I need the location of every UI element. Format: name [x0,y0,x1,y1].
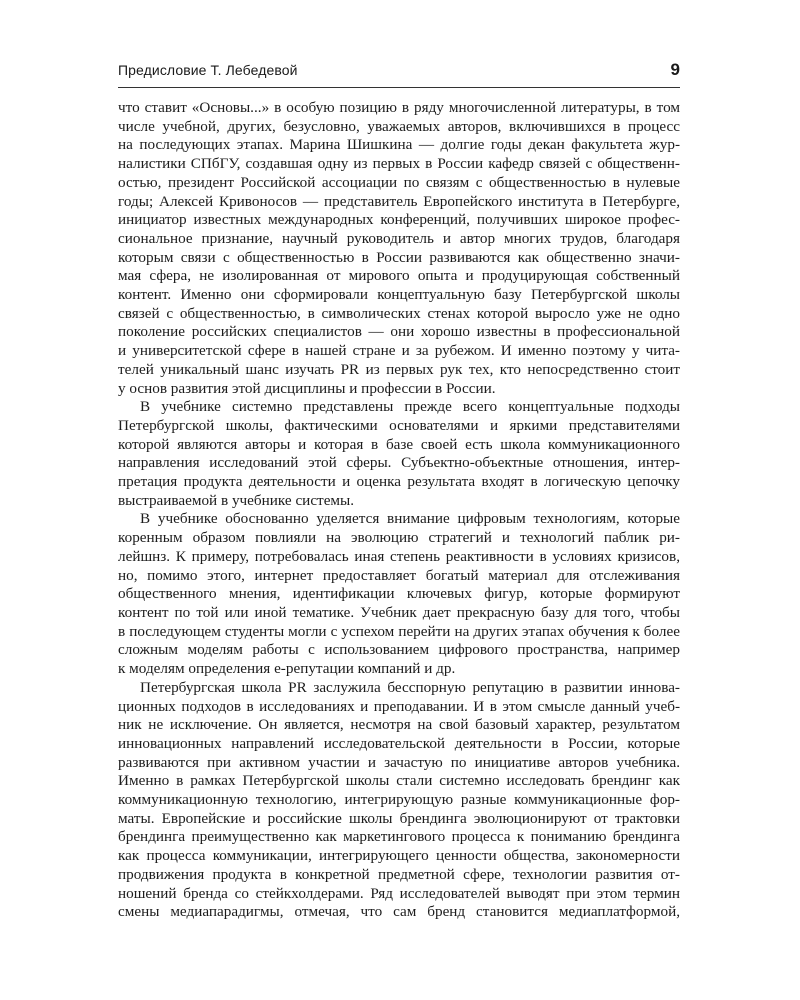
text-line: которым связи с общественностью в России развиваются как общественно значи- [118,248,680,266]
text-line: инициатор известных международных конференций, получивших широкое профес- [118,211,680,229]
text-line: налистики СПбГУ, создавшая одну из первых в России кафедр связей с общественн- [118,155,680,173]
text-line: связей с общественностью, в символических стенах которой выросло уже не одно [118,304,680,322]
text-line: числе учебной, других, безусловно, уважаемых авторов, включившихся в процесс [118,117,680,135]
text-line: ционных подходов в исследованиях и преподавании. И в этом смысле данный учеб- [118,697,680,715]
text-line: контент. Именно они сформировали концептуальную базу Петербургской школы [118,286,680,304]
text-line: и университетской сфере в нашей стране и за рубежом. И именно поэтому у чита- [118,342,680,360]
text-line: остью, президент Российской ассоциации по связям с общественностью в нулевые [118,173,680,191]
running-header [118,60,680,84]
paragraph [118,398,680,510]
page-number: 9 [670,60,680,79]
text-line: В учебнике системно представлены прежде всего концептуальные подходы [140,398,680,416]
text-line: телей уникальный шанс изучать PR из первых рук тех, кто непосредственно стоит [118,360,680,378]
text-line: лейшнз. К примеру, потребовалась иная степень реактивности в условиях кризисов, [118,547,680,565]
text-line: к моделям определения е-репутации компаний и др. [118,660,456,678]
text-line: годы; Алексей Кривоносов — представитель Европейского института в Петербурге, [118,192,680,210]
text-line: в последующем студенты могли с успехом перейти на других этапах обучения к более [118,622,680,640]
text-line: мая сфера, не изолированная от мирового опыта и продуцирующая собственный [118,267,680,285]
text-line: сиональное признание, научный руководитель и автор многих трудов, благодаря [118,229,680,247]
text-line: Петербургской школы, фактическими основателями и яркими представителями [118,416,680,434]
text-line: контент по той или иной тематике. Учебник дает прекрасную базу для того, чтобы [118,603,680,621]
text-line: выстраиваемой в учебнике системы. [118,491,355,509]
text-line: брендинга преимущественно как маркетингового процесса к пониманию брендинга [118,828,680,846]
text-line: Петербургская школа PR заслужила бесспорную репутацию в развитии иннова- [140,678,680,696]
text-line: поколение российских специалистов — они хорошо известны в профессиональной [118,323,680,341]
paragraph [118,510,680,678]
text-line: общественного мнения, идентификации ключевых фигур, которые формируют [118,585,680,603]
text-line: направления исследований этой сферы. Субъектно-объектные отношения, интер- [118,454,680,472]
text-line: что ставит «Основы...» в особую позицию в ряду многочисленной литературы, в том [118,99,680,116]
paragraph [118,679,680,922]
text-line: Именно в рамках Петербургской школы стали системно исследовать брендинг как [118,772,680,790]
text-line: сложным моделям работы с использованием цифрового пространства, например [118,641,680,659]
text-line: продвижения продукта в конкретной предметной сфере, технологии развития от- [118,865,680,883]
text-line: ник не исключение. Он является, несмотря на свой базовый характер, результатом [118,716,680,734]
text-line: развиваются при активном участии и зачастую по инициативе авторов учебника. [118,753,680,771]
text-line: инновационных направлений исследовательской деятельности в России, которые [118,734,680,752]
text-line: маты. Европейские и российские школы брендинга эволюционируют от трактовки [118,809,680,827]
text-line: которой являются авторы и которая в базе своей есть школа коммуникационного [118,435,680,453]
body-text [118,99,680,922]
text-line: ношений бренда со стейкхолдерами. Ряд исследователей выводят при этом термин [118,884,680,902]
text-line: но, помимо этого, интернет предоставляет богатый материал для отслеживания [118,566,680,584]
text-line: коммуникационную технологию, интегрирующую разные коммуникационные фор- [118,791,680,809]
text-line: на последующих этапах. Марина Шишкина — долгие годы декан факультета жур- [118,136,680,154]
text-line: у основ развития этой дисциплины и профессии в России. [118,379,496,397]
paragraph [118,99,680,398]
text-line: коренным образом повлияли на эволюцию стратегий и технологий паблик ри- [118,529,680,547]
header-divider [118,87,680,88]
text-line: смены медиапарадигмы, отмечая, что сам бренд становится медиаплатформой, [118,903,680,921]
text-line: В учебнике обоснованно уделяется внимание цифровым технологиям, которые [140,510,680,528]
running-header-title: Предисловие Т. Лебедевой [118,62,298,78]
text-line: как процесса коммуникации, интегрирующего ценности общества, закономерности [118,847,680,865]
text-line: претация продукта деятельности и оценка результата входят в логическую цепочку [118,473,680,491]
